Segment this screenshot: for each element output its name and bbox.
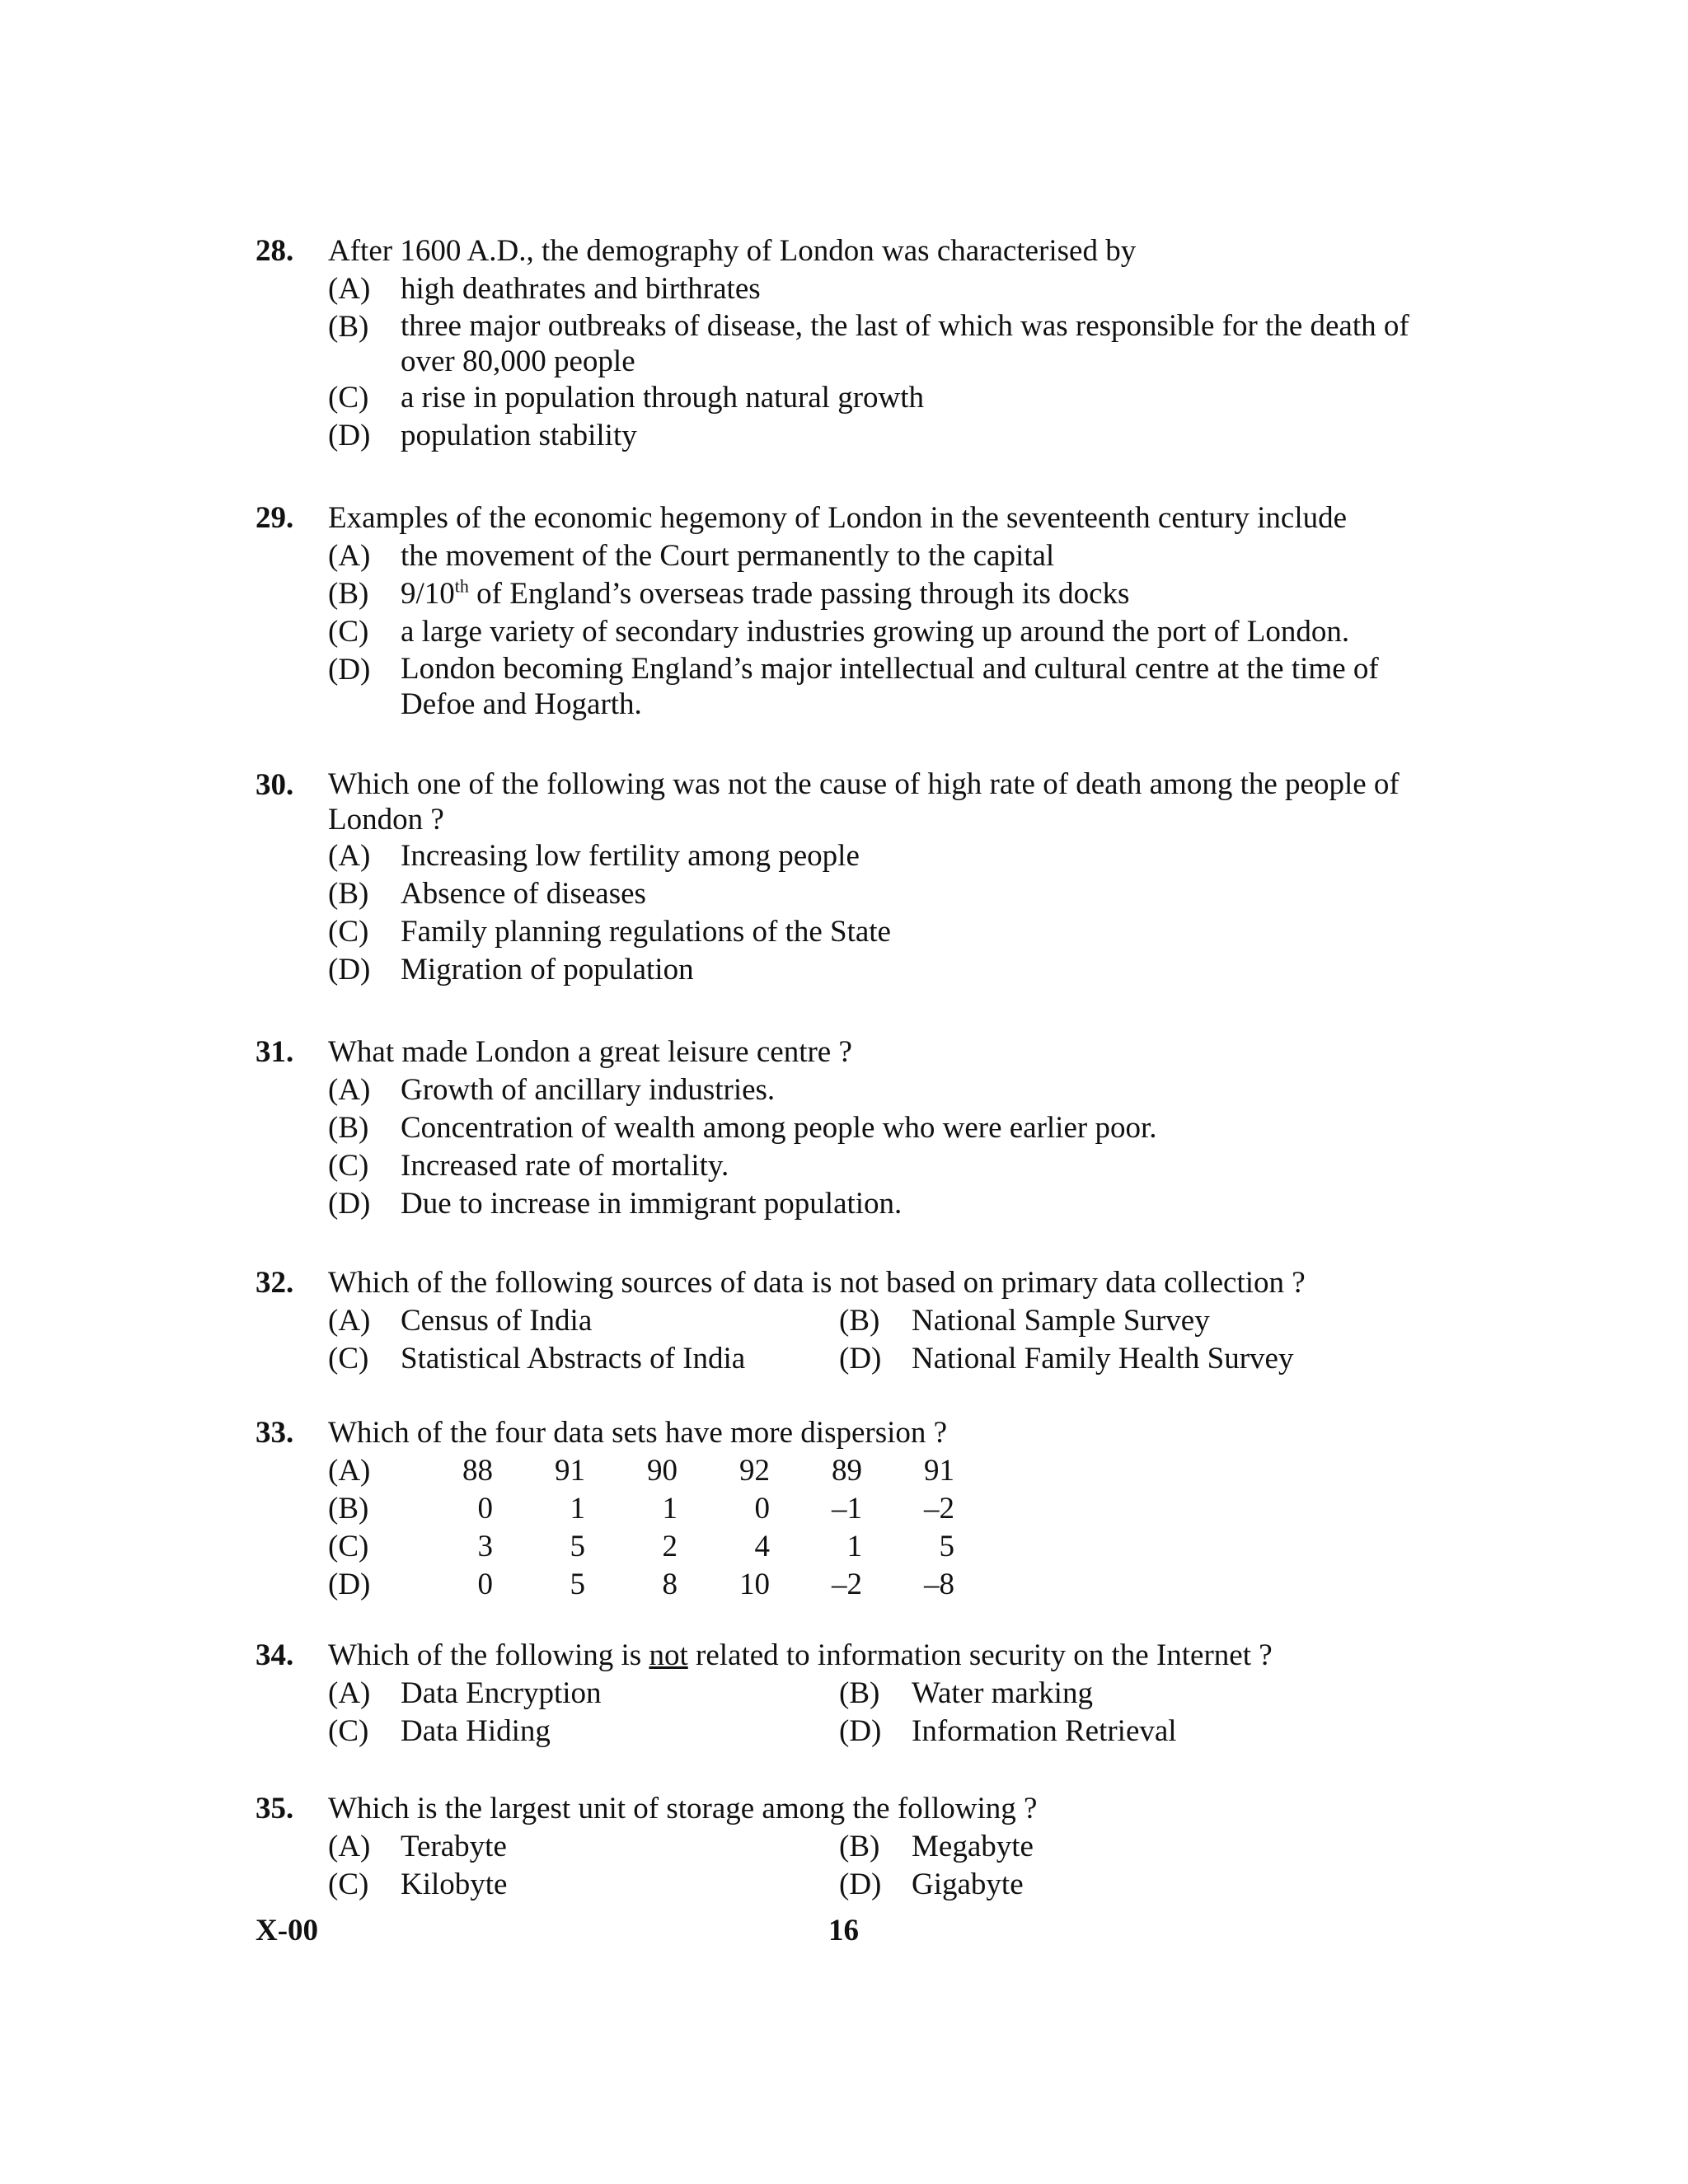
question-text	[328, 1637, 1426, 1675]
row-label: (A)	[328, 1454, 371, 1488]
option-label: (B)	[839, 1830, 880, 1863]
question-30	[256, 766, 1426, 989]
question-35	[256, 1790, 1426, 1904]
options-grid	[328, 1675, 1426, 1750]
data-value: 0	[754, 1492, 770, 1526]
ordinal-superscript: th	[454, 575, 469, 597]
option-label: (D)	[328, 1187, 371, 1221]
data-value: 10	[739, 1568, 770, 1601]
question-number: 33.	[256, 1416, 294, 1450]
option-b	[328, 875, 1426, 913]
option-text: Kilobyte	[401, 1868, 508, 1901]
option-b	[839, 1675, 1416, 1713]
option-text: Water marking	[912, 1676, 1093, 1710]
option-label: (A)	[328, 1830, 371, 1863]
option-c	[328, 1713, 839, 1750]
option-text: high deathrates and birthrates	[401, 272, 761, 306]
option-c	[328, 1147, 1426, 1185]
option-c	[328, 1340, 839, 1378]
option-label: (C)	[328, 1342, 369, 1376]
fraction-text: 9/10	[401, 577, 455, 611]
data-value: 5	[939, 1530, 954, 1563]
options-list	[328, 1071, 1426, 1223]
option-text: Statistical Abstracts of India	[401, 1342, 746, 1376]
option-b	[328, 1109, 1426, 1147]
data-row-a	[328, 1452, 954, 1490]
data-value: 1	[570, 1492, 585, 1526]
question-number: 30.	[256, 768, 294, 802]
option-label: (A)	[328, 272, 371, 306]
option-label: (B)	[839, 1304, 880, 1338]
data-value: 89	[832, 1454, 862, 1488]
question-31	[256, 1033, 1426, 1223]
option-text: Growth of ancillary industries.	[401, 1073, 776, 1107]
option-b	[839, 1828, 1416, 1866]
data-value: 5	[570, 1568, 585, 1601]
data-row-b	[328, 1490, 954, 1528]
question-text: Which of the following sources of data is not based on primary data collection ?	[328, 1266, 1306, 1300]
data-value: 1	[662, 1492, 678, 1526]
option-a	[328, 837, 1426, 875]
option-text: London becoming England’s major intellectual and cultural centre at the time of Defoe and Hogarth.	[401, 652, 1379, 721]
option-d	[328, 651, 1426, 722]
data-sets-table	[328, 1452, 954, 1604]
page-number: 16	[828, 1914, 859, 1947]
options-list	[328, 270, 1426, 455]
option-label: (C)	[328, 381, 369, 415]
option-label: (A)	[328, 1676, 371, 1710]
option-label: (C)	[328, 1868, 369, 1901]
data-value: 0	[477, 1492, 493, 1526]
question-number: 32.	[256, 1266, 294, 1300]
data-row-c	[328, 1528, 954, 1566]
data-value: 8	[662, 1568, 678, 1601]
data-value: 88	[462, 1454, 493, 1488]
option-text: Terabyte	[401, 1830, 507, 1863]
option-c	[328, 913, 1426, 951]
option-label: (C)	[328, 915, 369, 949]
option-text: a large variety of secondary industries growing up around the port of London.	[401, 615, 1350, 649]
option-a	[328, 1828, 839, 1866]
question-text: Which of the four data sets have more dispersion ?	[328, 1416, 948, 1450]
data-value: 2	[662, 1530, 678, 1563]
option-text: Due to increase in immigrant population.	[401, 1187, 903, 1221]
option-text: Data Hiding	[401, 1714, 551, 1748]
option-d	[839, 1866, 1416, 1904]
question-text: After 1600 A.D., the demography of London was characterised by	[328, 234, 1137, 268]
paper-code: X-00	[256, 1914, 319, 1947]
row-label: (C)	[328, 1530, 369, 1563]
option-a	[328, 537, 1426, 575]
options-list	[328, 837, 1426, 989]
options-grid	[328, 1828, 1426, 1904]
option-c	[328, 613, 1426, 651]
option-d	[839, 1713, 1416, 1750]
data-value: –8	[924, 1568, 954, 1601]
option-text: Family planning regulations of the State	[401, 915, 891, 949]
options-grid	[328, 1302, 1426, 1378]
option-label: (D)	[839, 1868, 882, 1901]
option-d	[839, 1340, 1416, 1378]
option-a	[328, 1071, 1426, 1109]
option-label: (A)	[328, 539, 371, 573]
data-value: 4	[754, 1530, 770, 1563]
question-text-start: Which of the following is	[328, 1638, 649, 1672]
option-text: Information Retrieval	[912, 1714, 1177, 1748]
option-d	[328, 951, 1426, 989]
option-label: (D)	[839, 1342, 882, 1376]
option-label: (C)	[328, 1714, 369, 1748]
option-text: Increased rate of mortality.	[401, 1149, 729, 1183]
question-28	[256, 232, 1426, 455]
data-value: 91	[924, 1454, 954, 1488]
question-number: 31.	[256, 1035, 294, 1069]
option-a	[328, 1675, 839, 1713]
data-value: 91	[555, 1454, 585, 1488]
data-value: –2	[832, 1568, 862, 1601]
option-label: (C)	[328, 615, 369, 649]
option-text-rest: of England’s overseas trade passing through its docks	[468, 577, 1130, 611]
question-29	[256, 499, 1426, 722]
option-text: Absence of diseases	[401, 877, 646, 911]
option-label: (B)	[839, 1676, 880, 1710]
option-text: a rise in population through natural growth	[401, 381, 925, 415]
option-a	[328, 1302, 839, 1340]
option-d	[328, 1185, 1426, 1223]
option-text: National Sample Survey	[912, 1304, 1210, 1338]
option-b	[328, 575, 1426, 613]
option-label: (A)	[328, 1304, 371, 1338]
underlined-word: not	[649, 1638, 688, 1672]
option-text: Megabyte	[912, 1830, 1034, 1863]
question-text: Which is the largest unit of storage among the following ?	[328, 1792, 1038, 1825]
data-value: 1	[846, 1530, 862, 1563]
option-label: (C)	[328, 1149, 369, 1183]
question-text: Examples of the economic hegemony of London in the seventeenth century include	[328, 501, 1348, 535]
data-row-d	[328, 1566, 954, 1604]
data-value: 5	[570, 1530, 585, 1563]
data-value: 3	[477, 1530, 493, 1563]
option-label: (A)	[328, 1073, 371, 1107]
option-label: (D)	[328, 653, 371, 687]
option-text: Migration of population	[401, 953, 694, 987]
option-label: (D)	[328, 419, 371, 452]
option-d	[328, 417, 1426, 455]
option-text: Increasing low fertility among people	[401, 839, 860, 873]
option-text	[401, 575, 1426, 613]
option-c	[328, 379, 1426, 417]
option-label: (B)	[328, 577, 369, 611]
row-label: (D)	[328, 1568, 371, 1601]
option-label: (B)	[328, 310, 369, 344]
data-value: 92	[739, 1454, 770, 1488]
question-number: 28.	[256, 234, 294, 268]
option-text: Gigabyte	[912, 1868, 1024, 1901]
option-text: Concentration of wealth among people who were earlier poor.	[401, 1111, 1157, 1145]
question-34	[256, 1637, 1426, 1750]
options-list	[328, 537, 1426, 722]
data-value: –2	[924, 1492, 954, 1526]
option-text: three major outbreaks of disease, the last of which was responsible for the death of over 80,000 people	[401, 309, 1409, 378]
option-label: (B)	[328, 877, 369, 911]
option-c	[328, 1866, 839, 1904]
option-text: National Family Health Survey	[912, 1342, 1294, 1376]
question-text: Which one of the following was not the cause of high rate of death among the people of London ?	[328, 767, 1400, 837]
data-value: 90	[647, 1454, 678, 1488]
option-label: (B)	[328, 1111, 369, 1145]
option-text: Census of India	[401, 1304, 593, 1338]
question-number: 34.	[256, 1638, 294, 1672]
option-b	[839, 1302, 1416, 1340]
option-text: the movement of the Court permanently to the capital	[401, 539, 1055, 573]
option-a	[328, 270, 1426, 308]
option-label: (D)	[839, 1714, 882, 1748]
question-32	[256, 1264, 1426, 1378]
question-number: 35.	[256, 1792, 294, 1825]
option-label: (A)	[328, 839, 371, 873]
option-label: (D)	[328, 953, 371, 987]
option-text: population stability	[401, 419, 637, 452]
data-value: 0	[477, 1568, 493, 1601]
question-33	[256, 1414, 1426, 1604]
question-text-end: related to information security on the Internet ?	[687, 1638, 1273, 1672]
row-label: (B)	[328, 1492, 369, 1526]
option-b	[328, 308, 1426, 379]
question-text: What made London a great leisure centre ?	[328, 1035, 852, 1069]
data-value: –1	[832, 1492, 862, 1526]
question-number: 29.	[256, 501, 294, 535]
option-text: Data Encryption	[401, 1676, 602, 1710]
